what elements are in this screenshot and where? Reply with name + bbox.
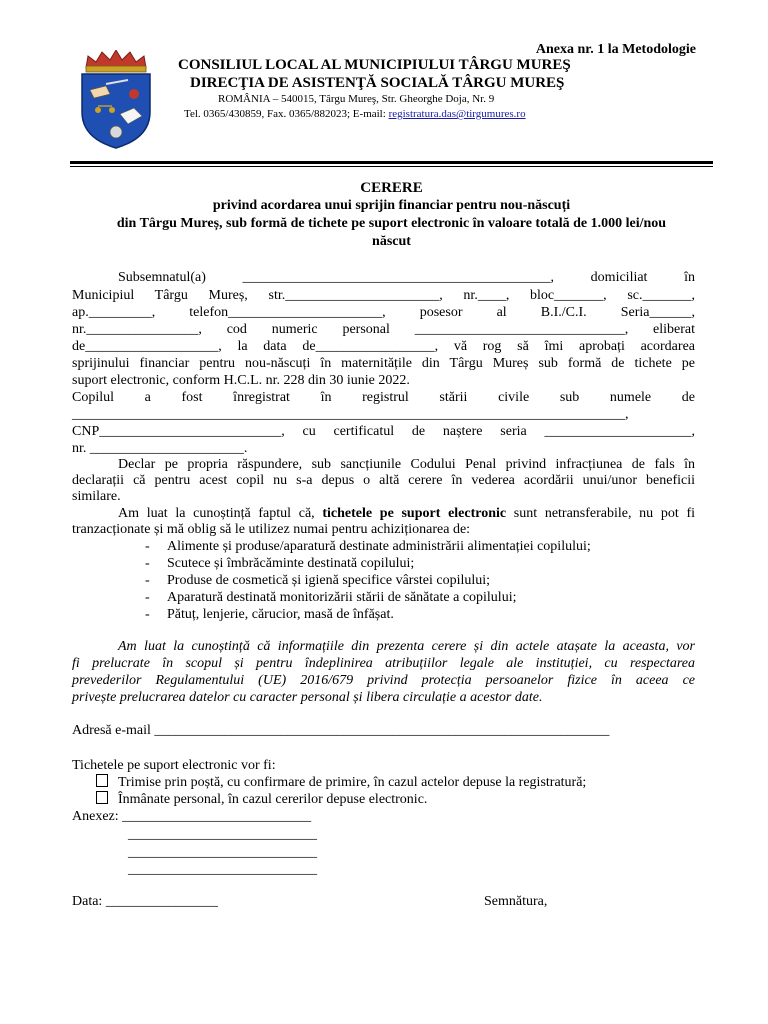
annex-field-2[interactable]: ___________________________: [128, 827, 317, 842]
applicant-line-7: suport electronic, conform H.C.L. nr. 228 din 30 iunie 2022.: [72, 373, 410, 388]
tickets-intro-rest: sunt netransferabile, nu pot fi: [506, 506, 695, 521]
contact-text: Tel. 0365/430859, Fax. 0365/882023; E-mail:: [184, 108, 389, 120]
applicant-line-4: nr.________________, cod numeric personal ______________________________, eliberat: [72, 322, 695, 337]
delivery-option-label: Trimise prin poștă, cu confirmare de primire, în cazul actelor depuse la registratură;: [118, 775, 587, 790]
child-line-4: nr. ______________________.: [72, 441, 248, 456]
applicant-line-3: ap._________, telefon______________________, posesor al B.I./C.I. Seria______,: [72, 305, 695, 320]
list-item: - Pătuț, lenjerie, cărucior, masă de înfășat.: [145, 607, 394, 622]
title-line-1: privind acordarea unui sprijin financiar pentru nou-născuți: [212, 198, 571, 213]
header-divider: [70, 161, 713, 164]
email-field[interactable]: Adresă e-mail _________________________________________________________________: [72, 723, 610, 738]
document-title: CERERE: [360, 180, 423, 196]
org-title: CONSILIUL LOCAL AL MUNICIPIULUI TÂRGU MUREŞ: [178, 57, 571, 73]
tickets-intro-line-1: [118, 505, 695, 522]
address: ROMÂNIA – 540015, Târgu Mureş, Str. Gheorghe Doja, Nr. 9: [218, 93, 495, 105]
delivery-option-label: Înmânate personal, în cazul cererilor depuse electronic.: [118, 792, 428, 807]
list-item: - Aparatură destinată monitorizării stării de sănătate a copilului;: [145, 590, 517, 605]
applicant-line-1: Subsemnatul(a) ____________________________________________, domiciliat în: [118, 270, 695, 285]
child-line-1: Copilul a fost înregistrat în registrul stării civile sub numele de: [72, 390, 695, 405]
delivery-intro: Tichetele pe suport electronic vor fi:: [72, 758, 276, 773]
declaration-line-3: similare.: [72, 489, 121, 504]
checkbox[interactable]: [96, 774, 108, 787]
checkbox[interactable]: [96, 791, 108, 804]
gdpr-line-2: fi prelucrate în scopul și pentru îndeplinirea atribuțiilor legale ale instituției, cu respectarea: [72, 656, 695, 671]
coat-of-arms-icon: [76, 50, 156, 150]
header-divider-thin: [70, 166, 713, 167]
signature-label: Semnătura,: [484, 894, 548, 909]
tickets-intro-text: Am luat la cunoștință faptul că,: [118, 506, 323, 521]
date-field[interactable]: Data: ________________: [72, 894, 218, 909]
delivery-option-personal[interactable]: [96, 791, 427, 808]
list-item: - Scutece și îmbrăcăminte destinată copilului;: [145, 556, 415, 571]
list-item: - Produse de cosmetică și igienă specifice vârstei copilului;: [145, 573, 491, 588]
tickets-intro-bold: tichetele pe suport electronic: [322, 506, 507, 521]
gdpr-line-3: prevederilor Regulamentului (UE) 2016/679 privind protecția persoanelor fizice în aceea ce: [72, 673, 695, 688]
list-item: - Alimente și produse/aparatură destinate administrării alimentației copilului;: [145, 539, 591, 554]
applicant-line-5: de___________________, la data de_________________, vă rog să îmi aprobați acordarea: [72, 339, 695, 354]
child-line-2: _______________________________________________________________________________,: [72, 407, 629, 422]
delivery-option-post[interactable]: [96, 774, 586, 791]
gdpr-line-4: privește prelucrarea datelor cu caracter personal și libera circulație a acestor date.: [72, 690, 543, 705]
gdpr-line-1: Am luat la cunoștință că informațiile din prezenta cerere și din actele atașate la aceasta, vor: [118, 639, 695, 654]
annex-label: Anexa nr. 1 la Metodologie: [535, 42, 696, 57]
applicant-line-2: Municipiul Târgu Mureș, str.______________________, nr.____, bloc_______, sc._______,: [72, 288, 695, 303]
org-subtitle: DIRECŢIA DE ASISTENŢĂ SOCIALĂ TÂRGU MUREŞ: [190, 75, 565, 91]
annex-field-3[interactable]: ___________________________: [128, 845, 317, 860]
child-line-3: CNP__________________________, cu certificatul de naștere seria _____________________,: [72, 424, 695, 439]
declaration-line-1: Declar pe propria răspundere, sub sancțiunile Codului Penal privind infracțiunea de fals în: [118, 457, 695, 472]
applicant-line-6: sprijinului financiar pentru nou-născuți în maternitățile din Târgu Mureș sub formă de tichete pe: [72, 356, 695, 371]
tickets-intro-line-2: tranzacționate și mă oblig să le utilizez numai pentru achiziționarea de:: [72, 522, 471, 537]
annex-field-4[interactable]: ___________________________: [128, 862, 317, 877]
annex-field-1[interactable]: Anexez: ___________________________: [72, 809, 312, 824]
declaration-line-2: declarații că pentru acest copil nu s-a depus o altă cerere în vederea acordării unui/unor beneficii: [72, 473, 695, 488]
title-line-2: din Târgu Mureș, sub formă de tichete pe suport electronic în valoare totală de 1.000 lei/nou: [116, 216, 667, 231]
title-line-3: născut: [372, 234, 411, 249]
contact-line: [184, 108, 526, 120]
email-link[interactable]: registratura.das@tirgumures.ro: [388, 108, 526, 120]
